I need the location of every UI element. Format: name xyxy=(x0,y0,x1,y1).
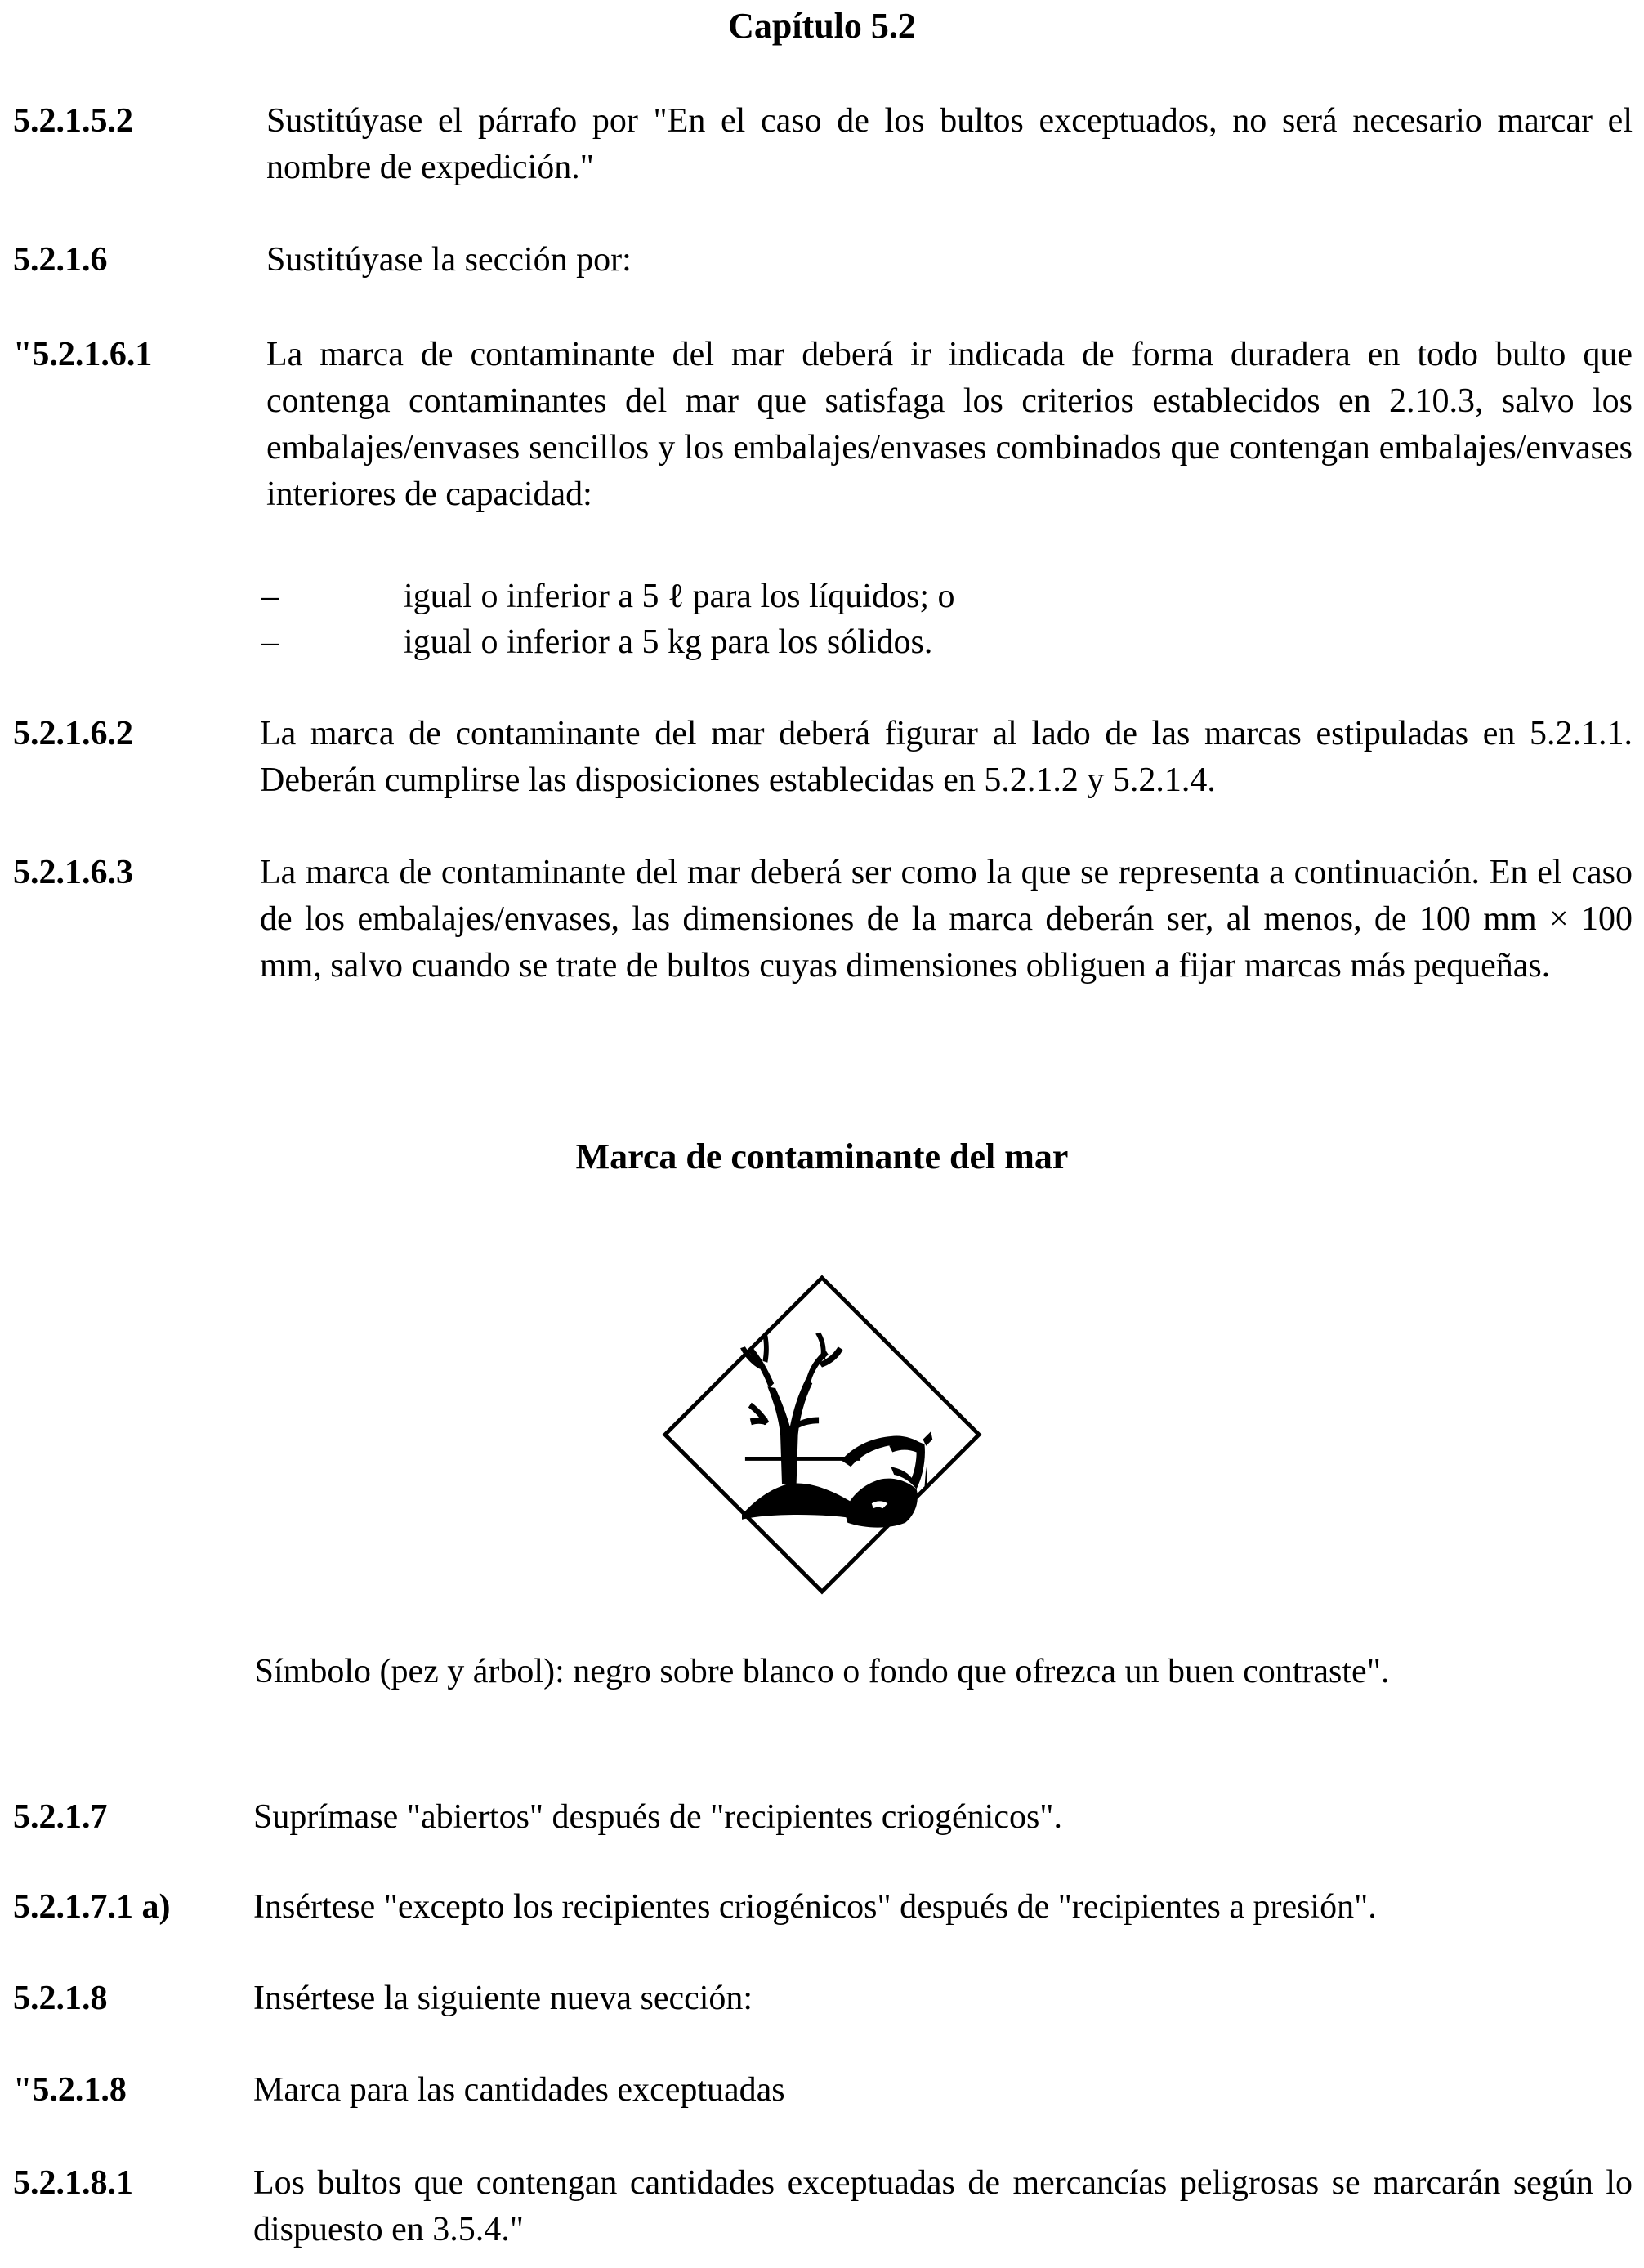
entry-number: 5.2.1.8 xyxy=(13,1980,108,2017)
list-dash: – xyxy=(261,578,279,615)
chapter-title: Capítulo 5.2 xyxy=(728,6,916,46)
entry-text: La marca de contaminante del mar deberá figurar al lado de las marcas estipuladas en 5.2.1.1. Deberán cumplirse las disposiciones establecidas en 5.2.1.2 y 5.2.1.4. xyxy=(260,715,1633,799)
entry-text: Sustitúyase la sección por: xyxy=(266,241,632,279)
list-item-text: igual o inferior a 5 kg para los sólidos. xyxy=(404,623,933,661)
entry-text: Sustitúyase el párrafo por "En el caso de los bultos exceptuados, no será necesario marcar el nombre de expedición." xyxy=(266,102,1633,186)
list-item xyxy=(261,574,1569,619)
symbol-caption: Símbolo (pez y árbol): negro sobre blanco o fondo que ofrezca un buen contraste". xyxy=(254,1653,1390,1690)
entry-number: 5.2.1.7 xyxy=(13,1798,108,1836)
marine-pollutant-mark-icon xyxy=(662,1275,982,1595)
list-dash: – xyxy=(261,623,279,661)
entry-text: Suprímase "abiertos" después de "recipientes criogénicos". xyxy=(253,1798,1062,1836)
list-item-text: igual o inferior a 5 ℓ para los líquidos; o xyxy=(404,578,955,615)
entry-text: Insértese la siguiente nueva sección: xyxy=(253,1980,753,2017)
entry-number: 5.2.1.6 xyxy=(13,241,108,279)
entry-number: 5.2.1.6.3 xyxy=(13,854,133,891)
list-item xyxy=(261,619,1569,665)
entry-text: Marca para las cantidades exceptuadas xyxy=(253,2071,785,2109)
entry-text: Los bultos que contengan cantidades exceptuadas de mercancías peligrosas se marcarán según lo dispuesto en 3.5.4." xyxy=(253,2164,1633,2248)
entry-text: La marca de contaminante del mar deberá ir indicada de forma duradera en todo bulto que contenga contaminantes del mar que satisfaga los criterios establecidos en 2.10.3, salvo los embalajes/envases sencillos y los embalajes/envases combinados que contengan embalajes/envases interiores de capacidad: xyxy=(266,336,1633,513)
entry-text: Insértese "excepto los recipientes criogénicos" después de "recipientes a presión". xyxy=(253,1888,1377,1926)
entry-number: 5.2.1.6.2 xyxy=(13,715,133,752)
section-heading: Marca de contaminante del mar xyxy=(575,1136,1069,1176)
entry-text: La marca de contaminante del mar deberá ser como la que se representa a continuación. En el caso de los embalajes/envases, las dimensiones de la marca deberán ser, al menos, de 100 mm × 100 mm, salvo cuando se trate de bultos cuyas dimensiones obliguen a fijar marcas más pequeñas. xyxy=(260,854,1633,984)
entry-number: "5.2.1.8 xyxy=(13,2071,127,2109)
entry-number: 5.2.1.7.1 a) xyxy=(13,1888,171,1926)
entry-number: "5.2.1.6.1 xyxy=(13,336,153,373)
entry-number: 5.2.1.8.1 xyxy=(13,2164,133,2202)
entry-number: 5.2.1.5.2 xyxy=(13,102,133,140)
capacity-list xyxy=(261,574,1569,665)
